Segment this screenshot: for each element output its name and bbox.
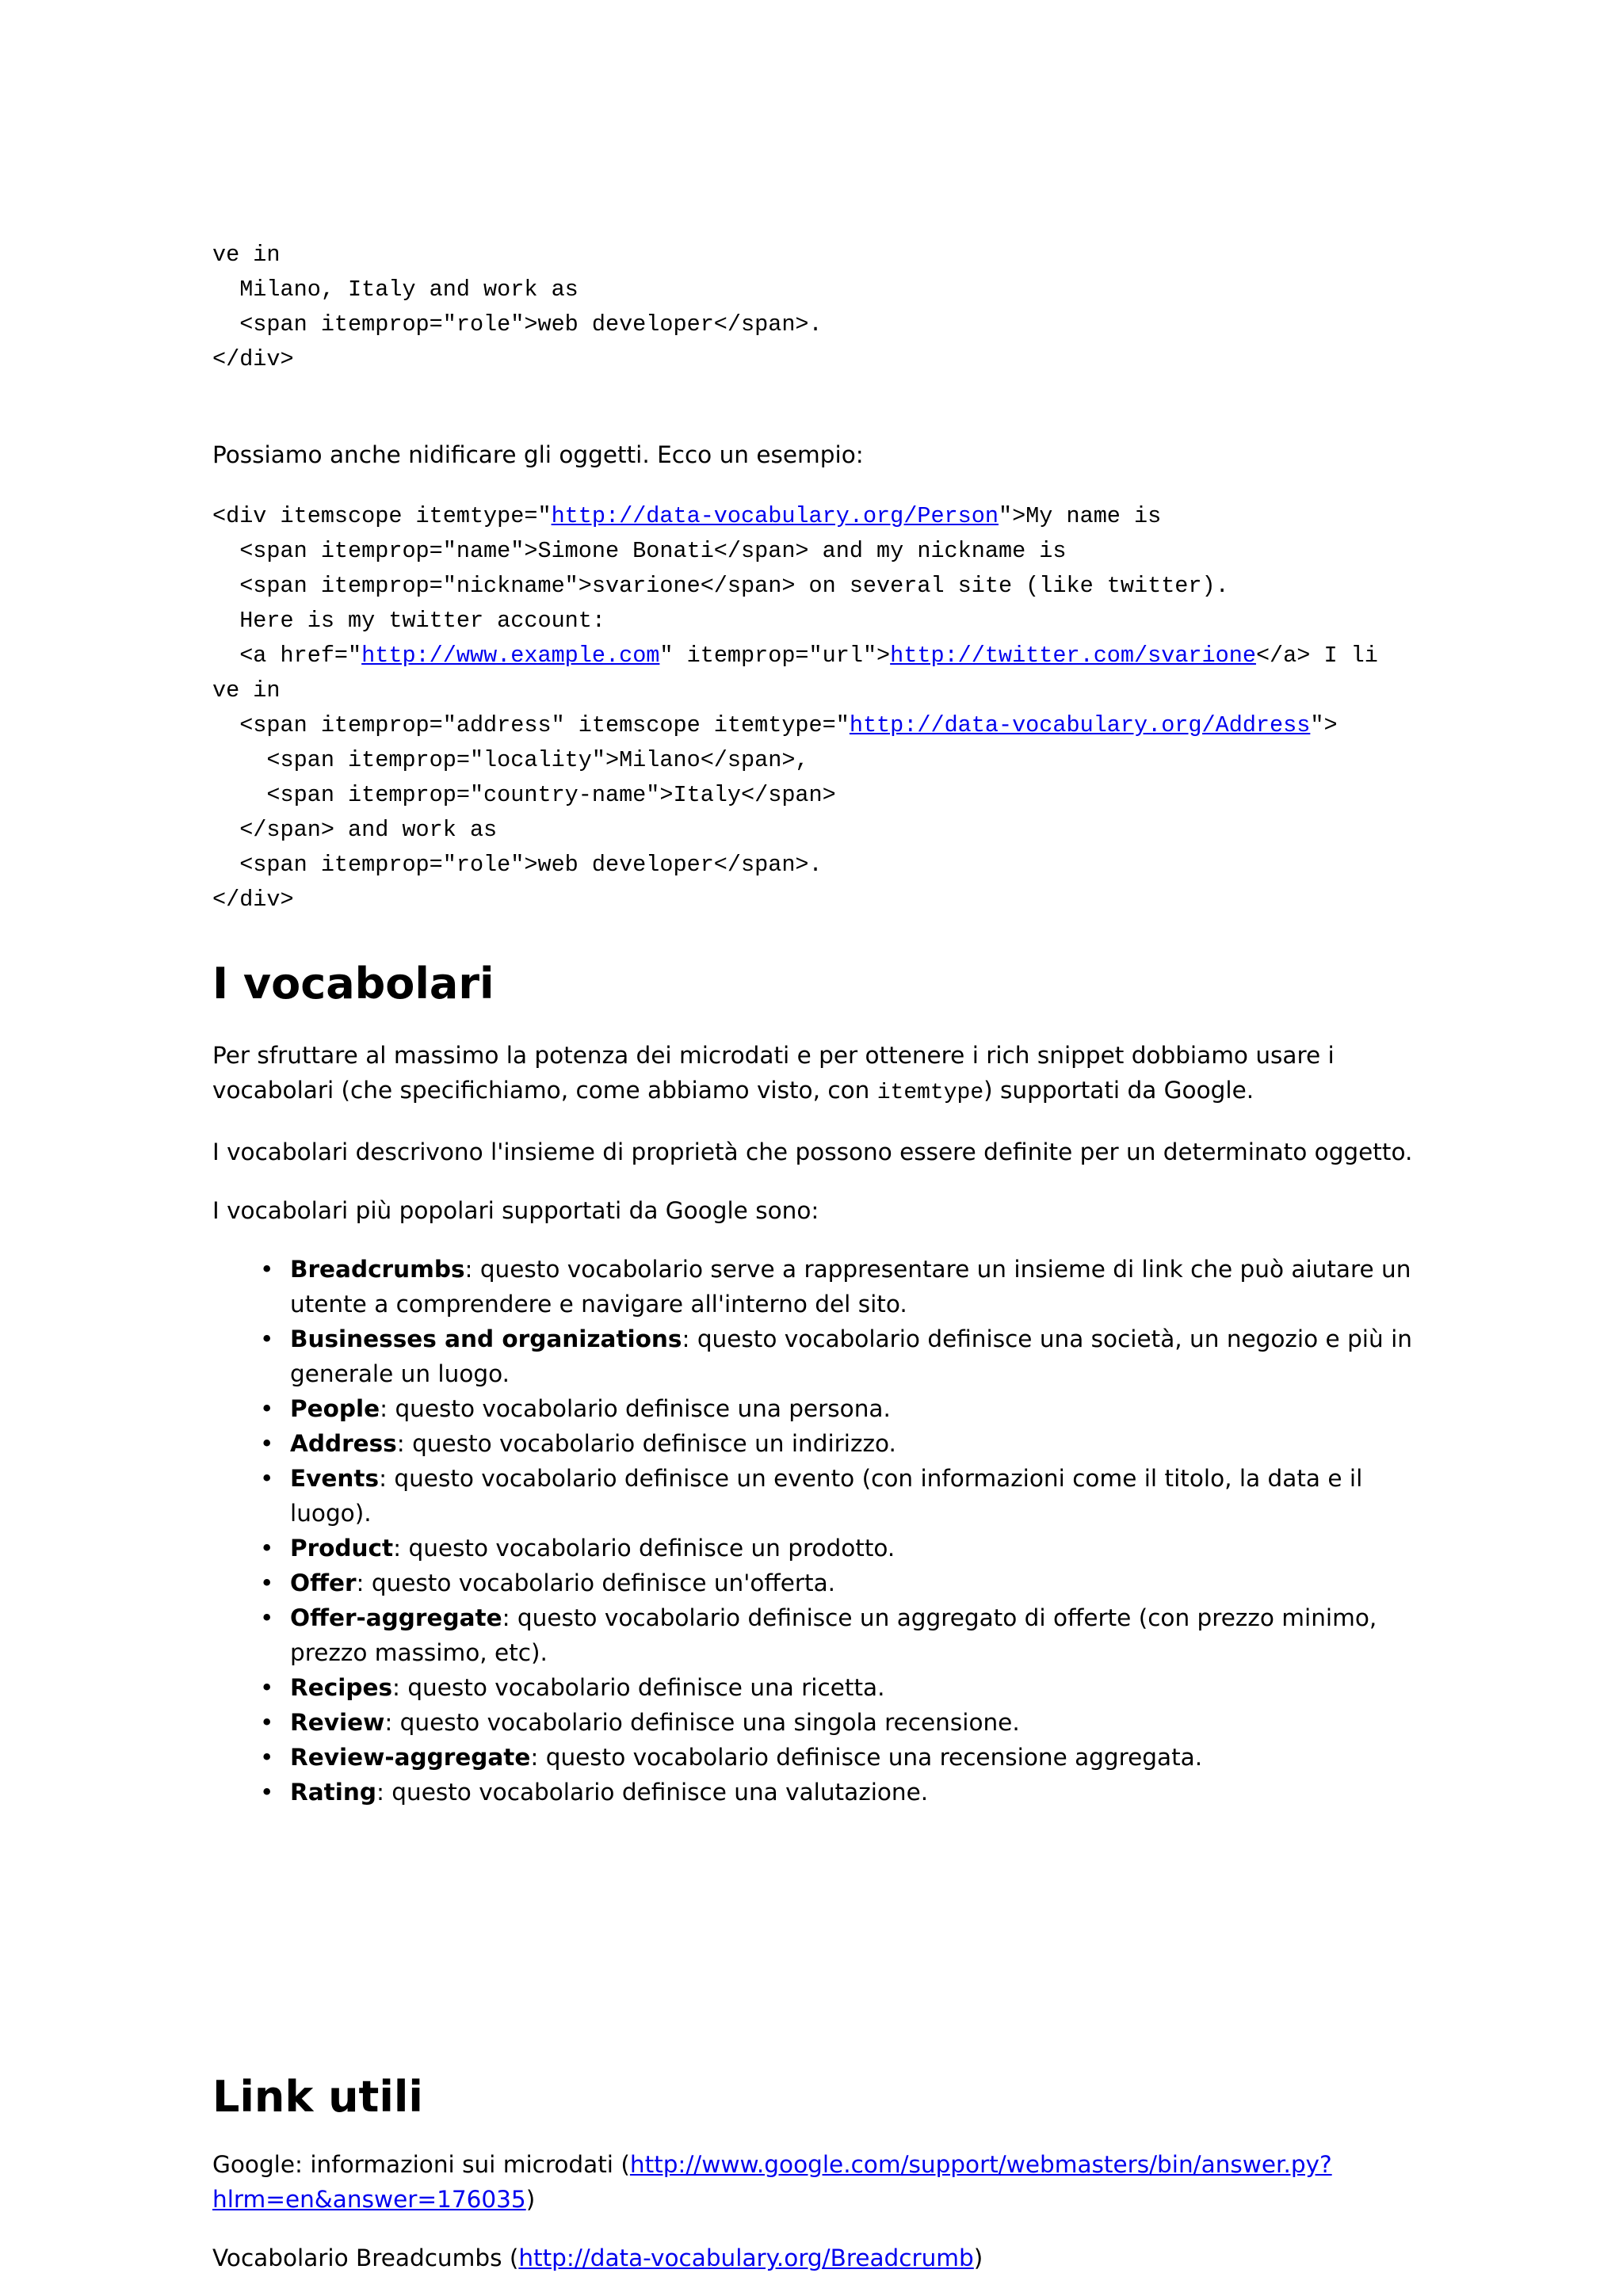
code-block-continued [212, 238, 823, 377]
vocabulary-description: : questo vocabolario definisce un evento (con informazioni come il titolo, la data e il luogo). [290, 1465, 1363, 1527]
list-item [260, 1391, 1433, 1426]
link-person-vocabulary[interactable]: http://data-vocabulary.org/Person [551, 503, 999, 529]
bullet-icon: • [260, 1395, 274, 1422]
vocabulary-term: Events [290, 1465, 380, 1492]
code-line: <span itemprop="locality">Milano</span>, [212, 747, 809, 773]
code-line: <span itemprop="country-name">Italy</span> [212, 782, 836, 808]
vocabulary-description: : questo vocabolario definisce un'offerta. [356, 1569, 836, 1596]
bullet-icon: • [260, 1430, 274, 1457]
vocabulary-term: People [290, 1395, 380, 1422]
paragraph-link-breadcrumbs [212, 2241, 983, 2275]
bullet-icon: • [260, 1604, 274, 1631]
paragraph-text: ) supportati da Google. [983, 1077, 1254, 1104]
vocabulary-description: : questo vocabolario definisce una valutazione. [376, 1779, 929, 1806]
vocabulary-description: : questo vocabolario definisce un indirizzo. [396, 1430, 896, 1457]
bullet-icon: • [260, 1256, 274, 1283]
code-line: ve in [212, 677, 281, 704]
list-item [260, 1740, 1433, 1775]
paragraph-text: ) [973, 2245, 983, 2271]
list-item [260, 1566, 1433, 1600]
paragraph-text: Vocabolario Breadcumbs ( [212, 2245, 519, 2271]
vocabulary-description: : questo vocabolario definisce un prodotto. [393, 1535, 896, 1562]
inline-code-itemtype: itemtype [876, 1081, 984, 1105]
list-item [260, 1461, 1433, 1531]
vocabulary-description: : questo vocabolario definisce un aggregato di offerte (con prezzo minimo, prezzo massimo, etc). [290, 1604, 1377, 1666]
list-item [260, 1531, 1433, 1566]
code-text: <span itemprop="address" itemscope itemtype=" [212, 712, 850, 738]
vocabulary-term: Breadcrumbs [290, 1256, 465, 1283]
link-twitter-svarione[interactable]: http://twitter.com/svarione [890, 643, 1256, 669]
heading-link-utili: Link utili [212, 2072, 423, 2122]
list-item [260, 1670, 1433, 1705]
code-text: ">My name is [998, 503, 1162, 529]
vocabulary-description: : questo vocabolario definisce una società, un negozio e più in generale un luogo. [290, 1325, 1412, 1387]
code-line: <span itemprop="nickname">svarione</span> on several site (like twitter). [212, 573, 1229, 599]
list-item [260, 1705, 1433, 1740]
vocabulary-term: Recipes [290, 1674, 393, 1701]
code-line: </div> [212, 346, 294, 372]
paragraph-text: Per sfruttare al massimo la potenza dei microdati e per ottenere i rich snippet dobbiamo usare i vocabolari (che specifichiamo, come abbiamo visto, con [212, 1042, 1335, 1104]
code-line: <span itemprop="role">web developer</span>. [212, 311, 823, 338]
paragraph-vocabolari-intro [212, 1038, 1417, 1111]
code-text: <a href=" [212, 643, 362, 669]
vocabulary-list [212, 1252, 1433, 1810]
vocabulary-term: Review-aggregate [290, 1744, 531, 1771]
bullet-icon: • [260, 1465, 274, 1492]
paragraph-text: ) [525, 2186, 536, 2213]
vocabulary-term: Businesses and organizations [290, 1325, 682, 1352]
code-block-nested-example [212, 499, 1378, 917]
paragraph-nested-intro: Possiamo anche nidificare gli oggetti. Ecco un esempio: [212, 441, 864, 468]
list-item [260, 1426, 1433, 1461]
list-item [260, 1252, 1433, 1322]
vocabulary-term: Rating [290, 1779, 376, 1806]
vocabulary-term: Offer [290, 1569, 357, 1596]
paragraph-text: Google: informazioni sui microdati ( [212, 2151, 630, 2178]
vocabulary-description: : questo vocabolario definisce una ricetta. [392, 1674, 885, 1701]
vocabulary-description: : questo vocabolario definisce una singola recensione. [384, 1709, 1020, 1736]
vocabulary-term: Address [290, 1430, 397, 1457]
vocabulary-term: Offer-aggregate [290, 1604, 502, 1631]
vocabulary-term: Review [290, 1709, 385, 1736]
code-text: </a> I li [1255, 643, 1378, 669]
list-item [260, 1600, 1433, 1670]
code-line: </div> [212, 887, 294, 913]
link-text: hlrm=en&answer=176035 [212, 2186, 526, 2213]
bullet-icon: • [260, 1674, 274, 1701]
paragraph-link-google [212, 2147, 1433, 2217]
paragraph-vocabolari-popular: I vocabolari più popolari supportati da Google sono: [212, 1197, 819, 1224]
bullet-icon: • [260, 1709, 274, 1736]
list-item [260, 1322, 1433, 1391]
code-line: <span itemprop="role">web developer</span>. [212, 852, 823, 878]
link-breadcrumb-vocabulary[interactable]: http://data-vocabulary.org/Breadcrumb [518, 2245, 974, 2271]
code-text: " itemprop="url"> [659, 643, 891, 669]
bullet-icon: • [260, 1325, 274, 1352]
vocabulary-description: : questo vocabolario definisce una recensione aggregata. [530, 1744, 1203, 1771]
heading-vocabolari: I vocabolari [212, 959, 495, 1009]
code-text: <div itemscope itemtype=" [212, 503, 552, 529]
vocabulary-description: : questo vocabolario definisce una persona. [380, 1395, 891, 1422]
code-line: <span itemprop="name">Simone Bonati</span> and my nickname is [212, 538, 1067, 564]
list-item [260, 1775, 1433, 1810]
code-line: ve in [212, 242, 281, 268]
bullet-icon: • [260, 1569, 274, 1596]
code-text: "> [1310, 712, 1338, 738]
code-line: Here is my twitter account: [212, 608, 605, 634]
bullet-icon: • [260, 1779, 274, 1806]
link-example-com[interactable]: http://www.example.com [361, 643, 660, 669]
vocabulary-term: Product [290, 1535, 394, 1562]
bullet-icon: • [260, 1535, 274, 1562]
link-text: http://www.google.com/support/webmasters/bin/answer.py? [629, 2151, 1332, 2178]
code-line: Milano, Italy and work as [212, 277, 579, 303]
link-address-vocabulary[interactable]: http://data-vocabulary.org/Address [849, 712, 1311, 738]
bullet-icon: • [260, 1744, 274, 1771]
vocabulary-description: : questo vocabolario serve a rappresentare un insieme di link che può aiutare un utente a comprendere e navigare all'interno del sito. [290, 1256, 1411, 1318]
paragraph-vocabolari-definition: I vocabolari descrivono l'insieme di proprietà che possono essere definite per un determinato oggetto. [212, 1138, 1413, 1165]
code-line: </span> and work as [212, 817, 498, 843]
